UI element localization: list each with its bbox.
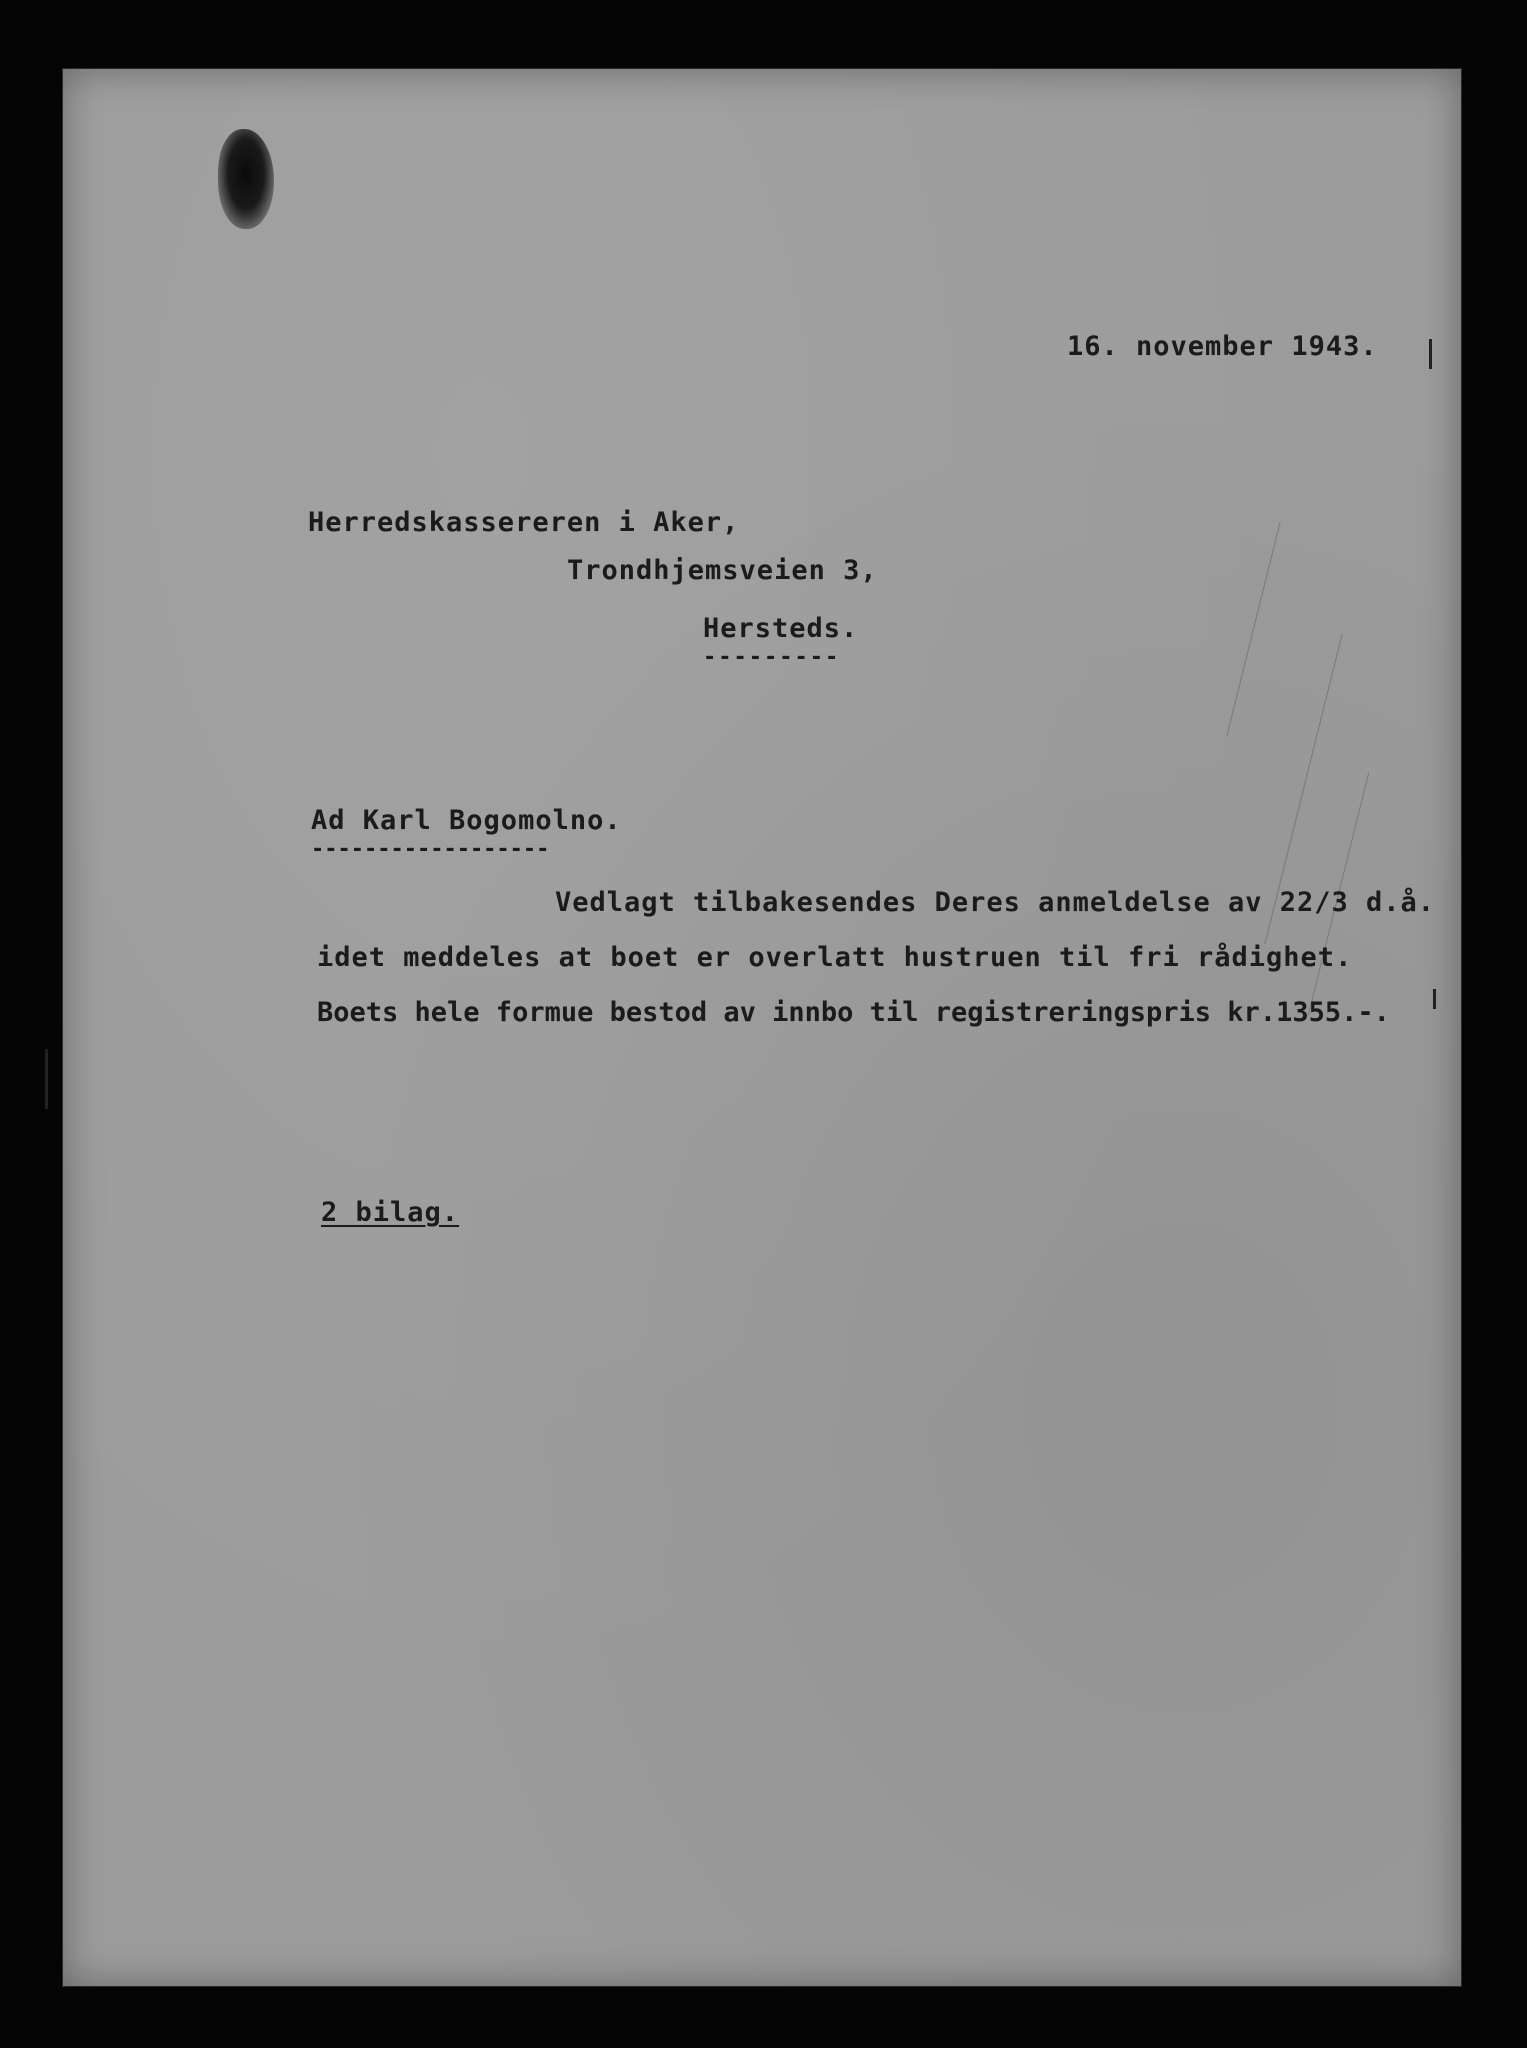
recipient-street: Trondhjemsveien 3, — [567, 555, 878, 586]
body-line-1: Vedlagt tilbakesendes Deres anmeldelse av 22/3 d.å. — [555, 887, 1436, 918]
paper-edge-mark — [1433, 989, 1436, 1009]
recipient-name: Herredskassereren i Aker, — [308, 507, 740, 538]
punch-hole-stain — [218, 129, 274, 229]
enclosures-note: 2 bilag. — [321, 1197, 460, 1228]
body-line-2: idet meddeles at boet er overlatt hustruen til fri rådighet. — [317, 942, 1353, 973]
body-line-3: Boets hele formue bestod av innbo til registreringspris kr.1355.-. — [317, 997, 1390, 1028]
recipient-city: Hersteds. — [703, 613, 859, 644]
letter-date: 16. november 1943. — [1067, 331, 1378, 362]
recipient-rule: --------- — [703, 645, 841, 670]
pencil-mark — [1226, 522, 1280, 736]
subject-rule: ------------------ — [311, 837, 550, 862]
paper-edge-mark — [45, 1049, 48, 1109]
document-page — [62, 68, 1462, 1987]
subject-line: Ad Karl Bogomolno. — [311, 805, 622, 836]
paper-edge-mark — [1429, 339, 1432, 369]
